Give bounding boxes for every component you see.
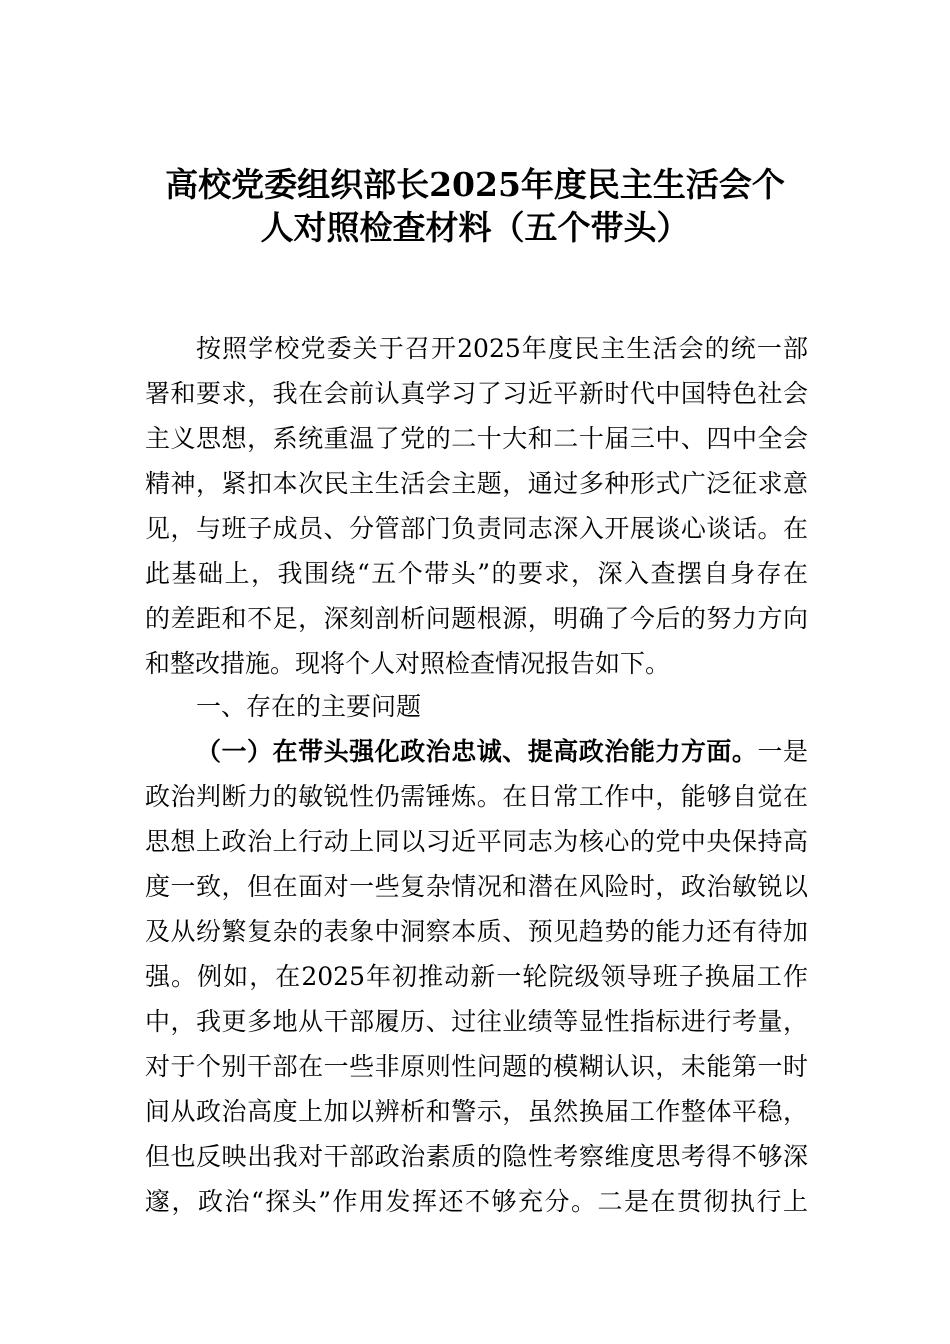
paragraph-line: 和整改措施。现将个人对照检查情况报告如下。 <box>145 649 671 678</box>
document-title-line-1: 高校党委组织部长2025年度民主生活会个 <box>165 165 785 204</box>
paragraph-line: 政治判断力的敏锐性仍需锤炼。在日常工作中，能够自觉在 <box>145 782 808 811</box>
paragraph-line: 见，与班子成员、分管部门负责同志深入开展谈心谈话。在 <box>145 514 808 543</box>
paragraph-line: 强。例如，在2025年初推动新一轮院级领导班子换届工作 <box>145 962 808 991</box>
paragraph-line: 按照学校党委关于召开2025年度民主生活会的统一部 <box>196 334 808 363</box>
paragraph-line: 中，我更多地从干部履历、过往业绩等显性指标进行考量， <box>145 1007 808 1036</box>
paragraph-line: 度一致，但在面对一些复杂情况和潜在风险时，政治敏锐以 <box>145 872 808 901</box>
paragraph-line: 间从政治高度上加以辨析和警示，虽然换届工作整体平稳， <box>145 1097 808 1126</box>
section-heading: 一、存在的主要问题 <box>196 692 422 721</box>
paragraph-line: 此基础上，我围绕“五个带头”的要求，深入查摆自身存在 <box>145 559 808 588</box>
paragraph-line-first <box>196 737 808 767</box>
document-title-line-2: 人对照检查材料（五个带头） <box>260 208 690 247</box>
paragraph-line: 署和要求，我在会前认真学习了习近平新时代中国特色社会 <box>145 379 808 408</box>
paragraph-line: 主义思想，系统重温了党的二十大和二十届三中、四中全会 <box>145 424 808 453</box>
paragraph-line: 精神，紧扣本次民主生活会主题，通过多种形式广泛征求意 <box>145 469 808 498</box>
subsection-heading: （一）在带头强化政治忠诚、提高政治能力方面。 <box>196 737 758 766</box>
paragraph-text: 一是 <box>757 737 808 766</box>
paragraph-line: 的差距和不足，深刻剖析问题根源，明确了今后的努力方向 <box>145 604 808 633</box>
paragraph-line: 但也反映出我对干部政治素质的隐性考察维度思考得不够深 <box>145 1142 808 1171</box>
paragraph-line: 邃，政治“探头”作用发挥还不够充分。二是在贯彻执行上 <box>145 1187 808 1216</box>
paragraph-line: 对于个别干部在一些非原则性问题的模糊认识，未能第一时 <box>145 1052 808 1081</box>
paragraph-line: 及从纷繁复杂的表象中洞察本质、预见趋势的能力还有待加 <box>145 917 808 946</box>
paragraph-line: 思想上政治上行动上同以习近平同志为核心的党中央保持高 <box>145 827 808 856</box>
